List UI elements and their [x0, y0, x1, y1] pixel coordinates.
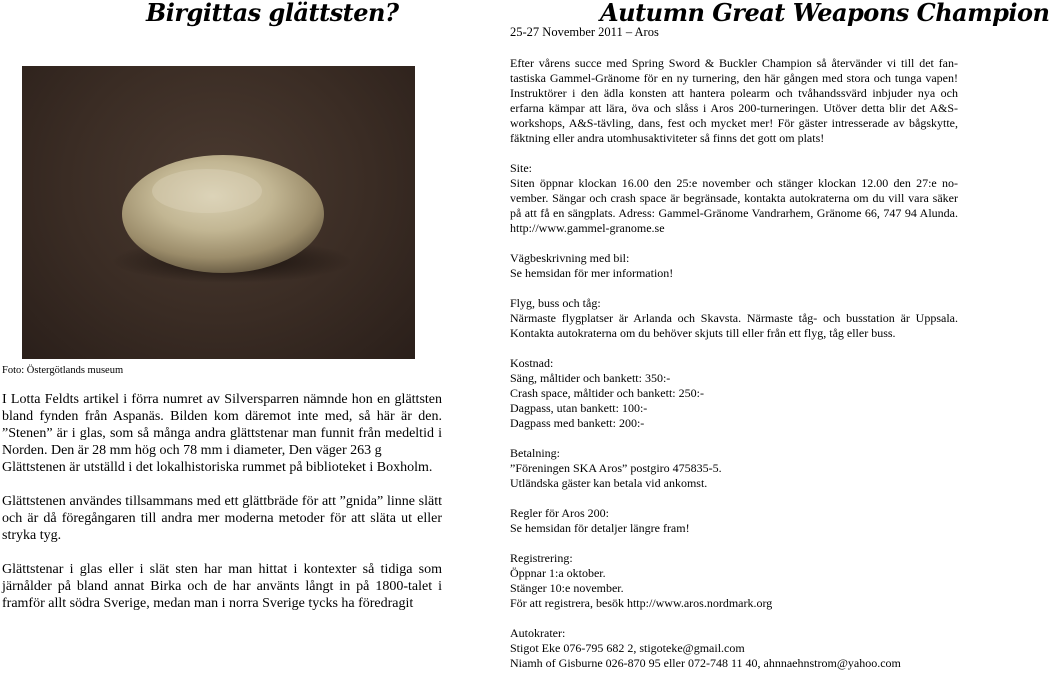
article-title-right: Autumn Great Weapons Champion [600, 0, 1049, 27]
photo-credit: Foto: Östergötlands museum [2, 365, 124, 376]
section-line: Stänger 10:e november. [510, 581, 624, 595]
section-line: Stigot Eke 076-795 682 2, stigoteke@gmail.com [510, 641, 745, 655]
section-line: Siten öppnar klockan 16.00 den 25:e november och stänger klockan 12.00 den 27:e november. Sängar och crash space är begränsade, kontakta autokraterna om du vill vara säker på att få en sängplats. Adress: Gammel-Gränome Vandrarhem, Gränome 66, 747 94 Alunda. http://www.gammel-granome.se [510, 176, 958, 235]
section-heading: Site: [510, 161, 533, 175]
section-heading: Autokrater: [510, 626, 566, 640]
section-autocrats [510, 626, 958, 671]
section-line: Öppnar 1:a oktober. [510, 566, 606, 580]
right-column [510, 0, 1049, 670]
section-line: Närmaste flygplatser är Arlanda och Skavsta. Närmaste tåg- och busstation är Uppsala. Kontakta autokraterna om du behöver skjuts till eller från ett flyg, tåg eller buss. [510, 311, 958, 340]
section-line: ”Föreningen SKA Aros” postgiro 475835-5. [510, 461, 722, 475]
section-line: Utländska gäster kan betala vid ankomst. [510, 476, 708, 490]
article-title-left: Birgittas glättsten? [146, 0, 399, 27]
section-line: Se hemsidan för mer information! [510, 266, 674, 280]
section-travel [510, 296, 958, 341]
section-heading: Vägbeskrivning med bil: [510, 251, 630, 265]
left-paragraph: Glättstenen är utställd i det lokalhistoriska rummet på biblioteket i Boxholm. [2, 460, 433, 475]
left-paragraph: Glättstenen användes tillsammans med ett glättbräde för att ”gnida” linne slätt och är då föregångaren till andra mer moderna metoder för att släta ut eller stryka tyg. [2, 494, 442, 543]
event-date: 25-27 November 2011 – Aros [510, 25, 659, 39]
intro-paragraph: Efter vårens succe med Spring Sword & Buckler Champion så återvänder vi till det fantastiska Gammel-Gränome för en ny turnering, den här gången med stora och tunga vapen! Instruktörer i den ädla konsten att hantera polearm och tvåhandssvärd inbjuder nya och erfarna kämpar att lära, öva och slåss i Aros 200-turneringen. Utöver detta blir det A&S-workshops, A&S-tävling, dans, fest och mycket mer! För gäster intresserade av bågskytte, fäktning eller andra utomhusaktiviteter så finns det gott om plats! [510, 56, 958, 145]
section-site [510, 161, 958, 236]
right-article-body [510, 56, 958, 686]
left-column [0, 0, 450, 648]
section-line: Crash space, måltider och bankett: 250:- [510, 386, 704, 400]
section-heading: Flyg, buss och tåg: [510, 296, 601, 310]
section-heading: Betalning: [510, 446, 560, 460]
section-cost [510, 356, 958, 431]
left-paragraph: Glättstenar i glas eller i slät sten har man hittat i kontexter så tidiga som järnålder på bland annat Birka och de har använts långt in på 1800-talet i framför allt södra Sverige, medan man i norra Sverige tycks ha föredragit [2, 562, 442, 611]
stone-illustration [22, 66, 415, 359]
section-line: Dagpass, utan bankett: 100:- [510, 401, 648, 415]
section-line: Säng, måltider och bankett: 350:- [510, 371, 671, 385]
section-line: Dagpass med bankett: 200:- [510, 416, 645, 430]
section-rules [510, 506, 958, 536]
section-line: Niamh of Gisburne 026-870 95 eller 072-748 11 40, ahnnaehnstrom@yahoo.com [510, 656, 901, 670]
section-line: Se hemsidan för detaljer längre fram! [510, 521, 690, 535]
section-heading: Registrering: [510, 551, 573, 565]
glattsten-photo [22, 66, 415, 359]
section-heading: Regler för Aros 200: [510, 506, 609, 520]
left-article-body [2, 391, 442, 629]
section-line: För att registrera, besök http://www.aros.nordmark.org [510, 596, 773, 610]
section-registration [510, 551, 958, 611]
left-paragraph: I Lotta Feldts artikel i förra numret av Silversparren nämnde hon en glättsten bland fynden från Aspanäs. Bilden kom däremot inte med, så här är den. ”Stenen” är i glas, som så många andra glättstenar man funnit från medeltid i Norden. Den är 28 mm hög och 78 mm i diameter, Den väger 263 g [2, 392, 442, 458]
section-heading: Kostnad: [510, 356, 554, 370]
section-payment [510, 446, 958, 491]
section-directions [510, 251, 958, 281]
